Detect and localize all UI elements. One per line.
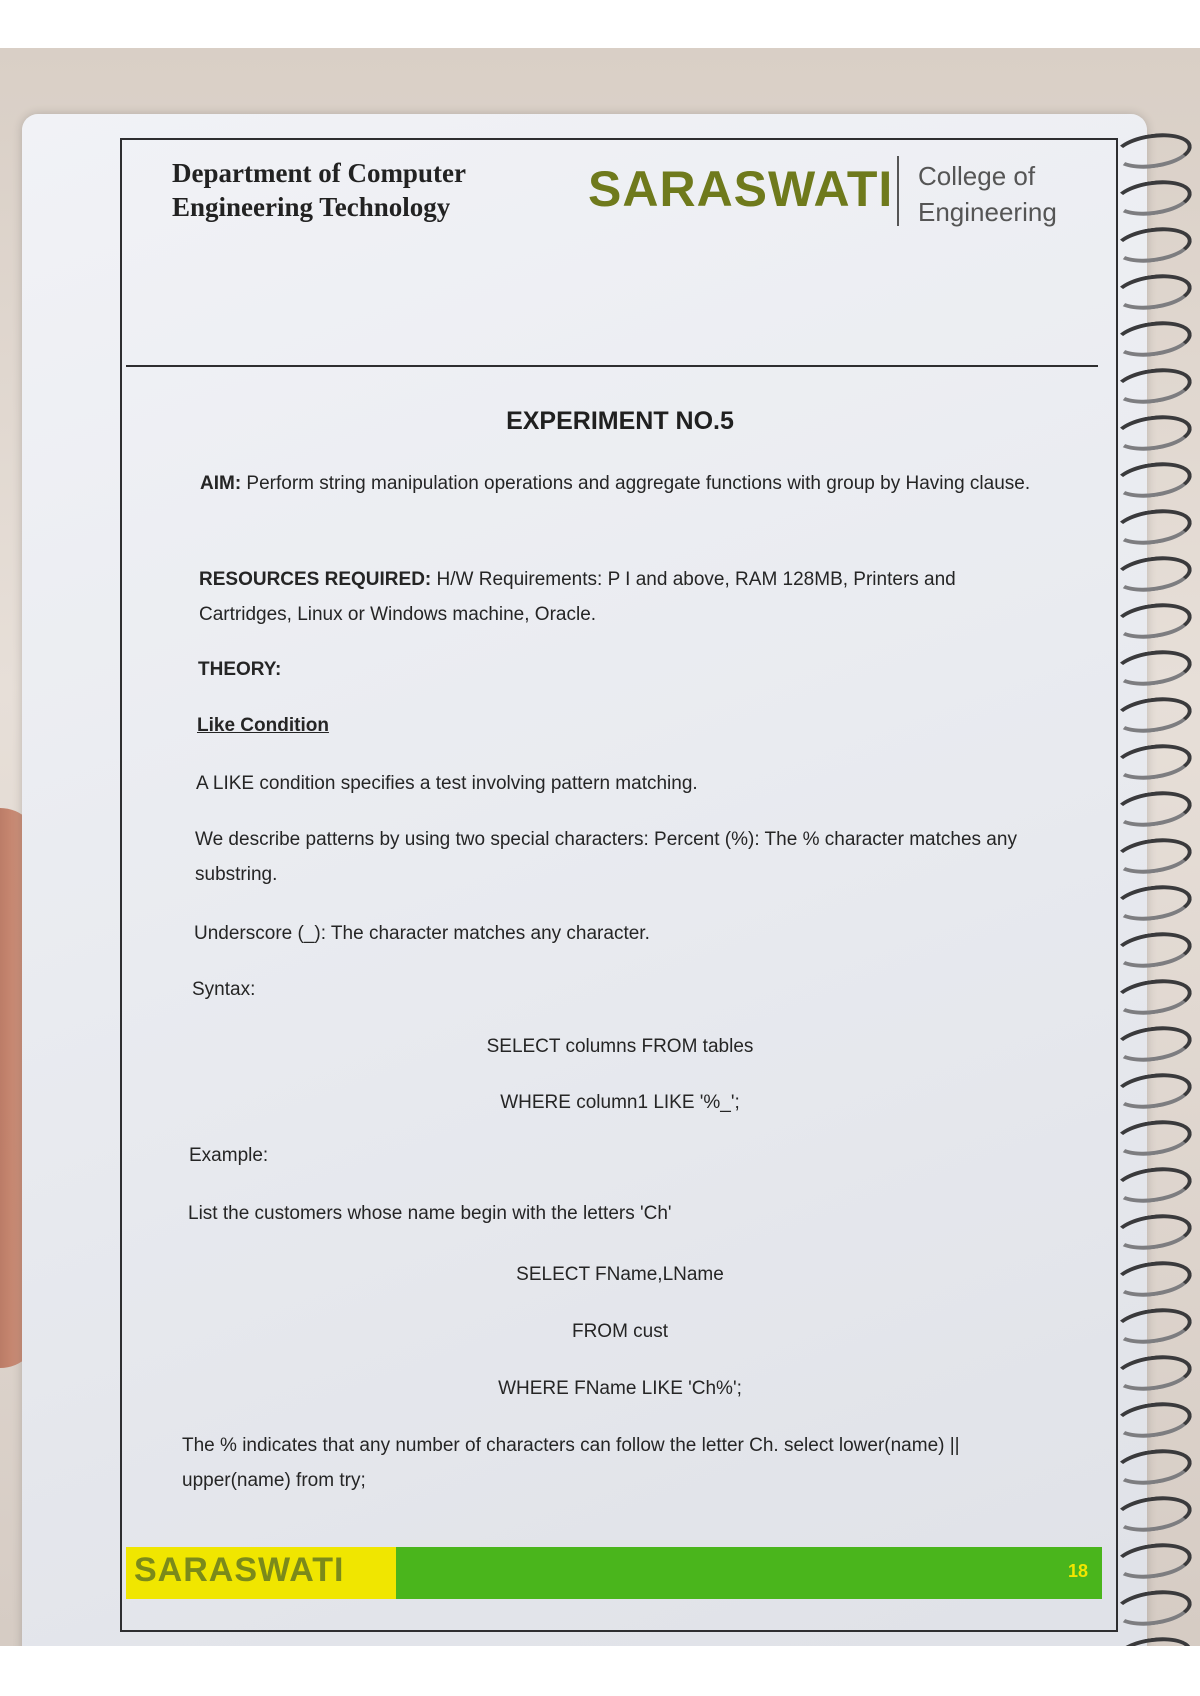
example-line-1: SELECT FName,LName: [516, 1264, 724, 1285]
college-name: [918, 158, 1057, 230]
underscore-paragraph: Underscore (_): The character matches any character.: [194, 923, 650, 944]
spiral-coil: [1112, 1492, 1194, 1537]
spiral-coil: [1112, 975, 1194, 1020]
example-line-2: FROM cust: [571, 1321, 669, 1342]
spiral-coil: [1112, 834, 1194, 879]
department-name: [172, 156, 466, 224]
spiral-coil: [1112, 1539, 1194, 1584]
spiral-coil: [1112, 505, 1194, 550]
spiral-coil: [1112, 693, 1194, 738]
spiral-coil: [1112, 552, 1194, 597]
department-line-1: Department of Computer: [172, 158, 466, 188]
spiral-coil: [1112, 223, 1194, 268]
header-divider: [126, 365, 1098, 367]
college-line-1: College of: [918, 161, 1036, 191]
spiral-coil: [1112, 1163, 1194, 1208]
spiral-coil: [1112, 1633, 1194, 1646]
spiral-coil: [1112, 787, 1194, 832]
resources-paragraph: [199, 562, 1049, 632]
spiral-coil: [1112, 364, 1194, 409]
example-line-3: WHERE FName LIKE 'Ch%';: [498, 1378, 742, 1399]
like-condition-heading: [197, 708, 329, 743]
spiral-coil: [1112, 270, 1194, 315]
theory-label-text: THEORY:: [198, 659, 282, 680]
spiral-binding: [1110, 134, 1200, 1646]
example-text: List the customers whose name begin with the letters 'Ch': [188, 1203, 672, 1224]
example-label: Example:: [189, 1145, 269, 1166]
spiral-coil: [1112, 740, 1194, 785]
resources-text: H/W Requirements: P I and above, RAM 128MB, Printers and Cartridges, Linux or Windows machine, Oracle.: [199, 569, 956, 625]
spiral-coil: [1112, 129, 1194, 174]
syntax-label: Syntax:: [192, 979, 256, 1000]
spiral-coil: [1112, 1398, 1194, 1443]
spiral-coil: [1112, 646, 1194, 691]
resources-label: RESOURCES REQUIRED:: [199, 569, 432, 590]
spiral-coil: [1112, 176, 1194, 221]
spiral-coil: [1112, 881, 1194, 926]
like-intro: A LIKE condition specifies a test involving pattern matching.: [196, 773, 698, 794]
aim-paragraph: [200, 466, 1050, 501]
aim-text: Perform string manipulation operations and aggregate functions with group by Having clause.: [241, 473, 1031, 494]
spiral-coil: [1112, 599, 1194, 644]
closing-paragraph: The % indicates that any number of characters can follow the letter Ch. select lower(name) || upper(name) from try;: [182, 1435, 960, 1491]
experiment-title: EXPERIMENT NO.5: [506, 407, 734, 435]
footer-green-block: [396, 1547, 1102, 1599]
department-line-2: Engineering Technology: [172, 192, 451, 222]
spiral-coil: [1112, 317, 1194, 362]
spiral-coil: [1112, 1586, 1194, 1631]
saraswati-logo: SARASWATI: [588, 161, 894, 217]
spiral-coil: [1112, 458, 1194, 503]
college-line-2: Engineering: [918, 197, 1057, 227]
spiral-coil: [1112, 1445, 1194, 1490]
theory-label: [198, 652, 281, 687]
patterns-paragraph: We describe patterns by using two special characters: Percent (%): The % character matches any substring.: [195, 829, 1017, 885]
syntax-line-1: SELECT columns FROM tables: [486, 1036, 754, 1057]
aim-label: AIM:: [200, 473, 242, 494]
like-condition-heading-text: Like Condition: [197, 715, 329, 736]
spiral-coil: [1112, 1116, 1194, 1161]
page-number: 18: [1067, 1561, 1088, 1581]
footer-logo: SARASWATI: [134, 1551, 345, 1589]
spiral-coil: [1112, 928, 1194, 973]
logo-divider: [897, 156, 899, 226]
page-footer: [126, 1547, 1102, 1599]
spiral-coil: [1112, 1210, 1194, 1255]
syntax-line-2: WHERE column1 LIKE '%_';: [500, 1092, 740, 1113]
